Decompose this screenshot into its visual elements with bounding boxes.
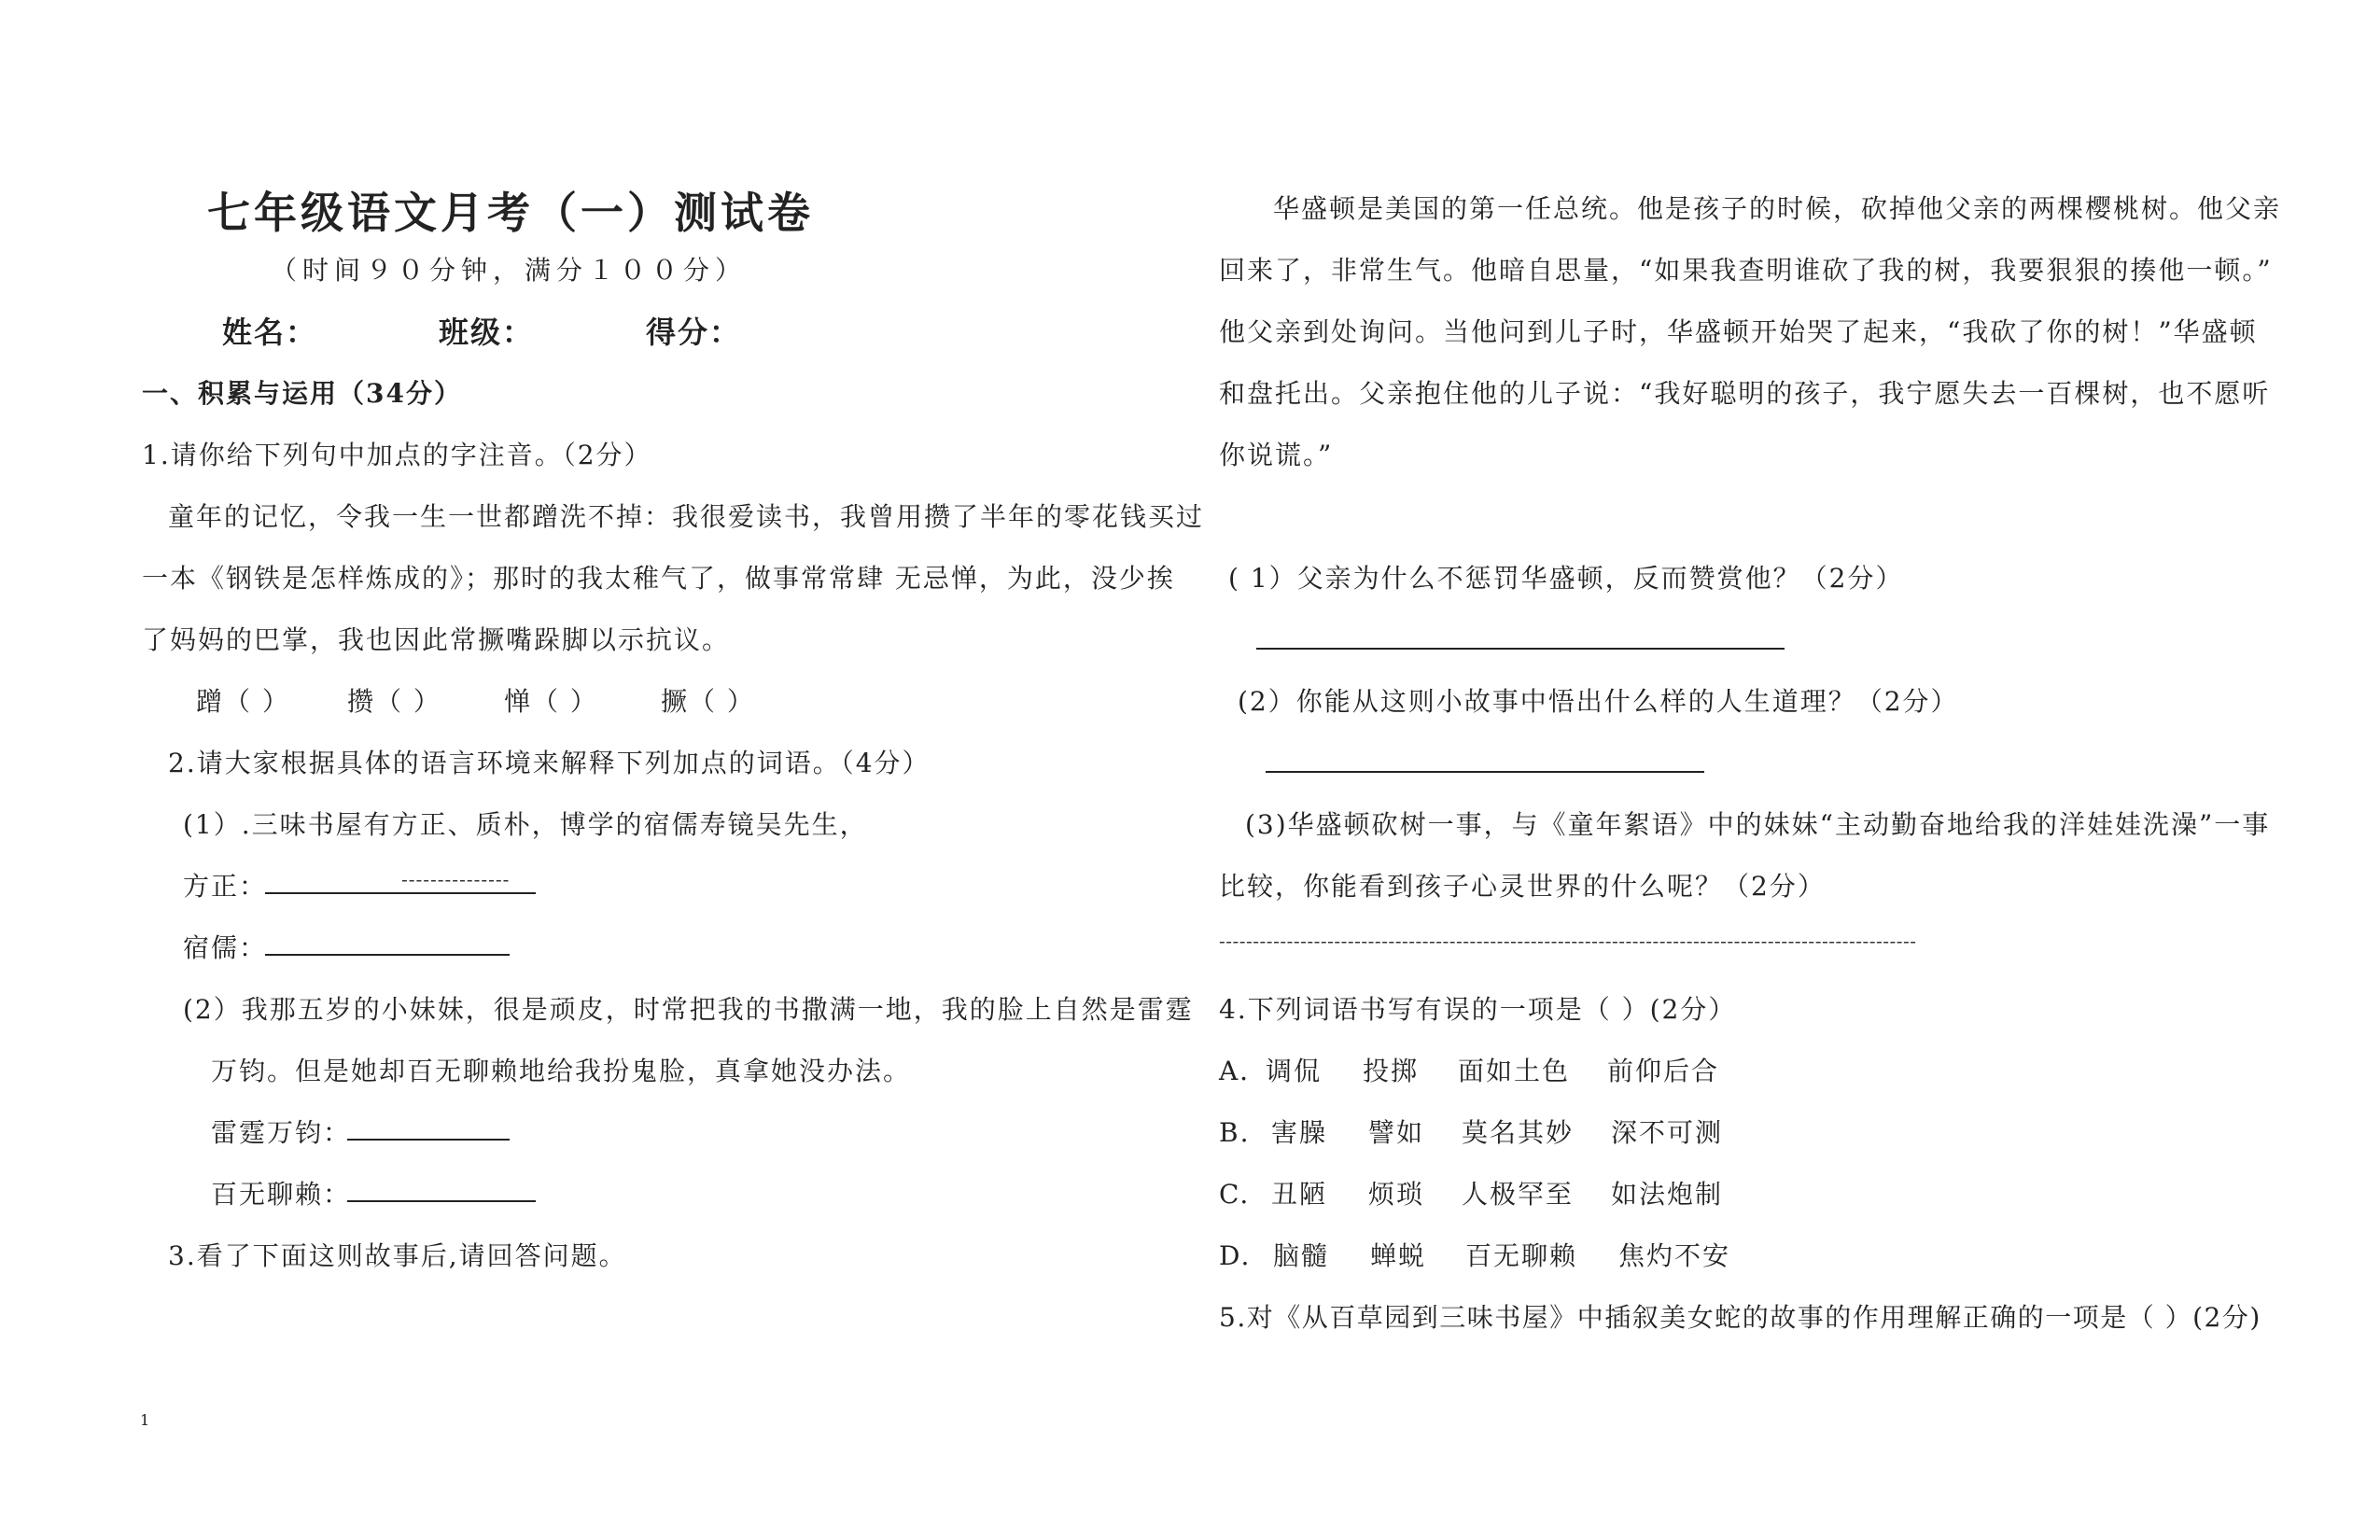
suru-label: 宿儒： [183, 932, 268, 963]
q2-prompt: 2.请大家根据具体的语言环境来解释下列加点的词语。（4分） [168, 748, 931, 778]
name-label: 姓名： [222, 315, 318, 350]
q4-option-word: 蝉蜕 [1370, 1240, 1427, 1271]
q4-option-word: 如法炮制 [1611, 1179, 1724, 1210]
q3-subquestion-3: 比较，你能看到孩子心灵世界的什么呢？（2分） [1219, 871, 1826, 902]
q1-passage-line: 童年的记忆，令我一生一世都蹭洗不掉：我很爱读书，我曾用攒了半年的零花钱买过 [168, 501, 1205, 532]
q3-subquestion-1: ( 1）父亲为什么不惩罚华盛顿，反而赞赏他？（2分） [1228, 563, 1904, 594]
q2-sentence: (2）我那五岁的小妹妹，很是顽皮，时常把我的书撒满一地，我的脸上自然是雷霆 [183, 994, 1194, 1025]
q1-prompt: 1.请你给下列句中加点的字注音。（2分） [142, 440, 652, 470]
story-line: 华盛顿是美国的第一任总统。他是孩子的时候，砍掉他父亲的两棵樱桃树。他父亲 [1273, 193, 2282, 224]
q3-subquestion-2: (2）你能从这则小故事中悟出什么样的人生道理？（2分） [1238, 686, 1959, 717]
q4-option-word: 丑陋 [1271, 1179, 1328, 1210]
q4-option-word: 烦琐 [1368, 1179, 1425, 1210]
q4-option-word: 面如土色 [1458, 1056, 1571, 1086]
q2-sentence: (1）.三味书屋有方正、质朴，博学的宿儒寿镜吴先生， [183, 809, 868, 840]
story-line: 他父亲到处询问。当他问到儿子时，华盛顿开始哭了起来，“我砍了你的树！”华盛顿 [1219, 316, 2258, 347]
q4-option-word: 莫名其妙 [1462, 1117, 1575, 1148]
q4-option-word: 焦灼不安 [1618, 1240, 1731, 1271]
q1-blank[interactable]: 惮（ ） [504, 686, 598, 717]
q4-option-word: 人极罕至 [1462, 1179, 1575, 1210]
fangzheng-answer-line[interactable] [265, 892, 536, 894]
leiting-label: 雷霆万钧： [211, 1117, 352, 1148]
q1-passage-line: 一本《钢铁是怎样炼成的》；那时的我太稚气了，做事常常肆 无忌惮，为此，没少挨 [142, 563, 1175, 594]
q4-prompt: 4.下列词语书写有误的一项是（ ）(2分） [1219, 994, 1737, 1025]
q4-option-label[interactable]: D. [1219, 1240, 1252, 1271]
q4-option-label[interactable]: A． [1219, 1056, 1268, 1086]
q3-answer-line-2[interactable] [1266, 771, 1704, 773]
class-label: 班级： [439, 315, 535, 350]
q4-option-word: 害臊 [1271, 1117, 1328, 1148]
page-number: 1 [140, 1411, 150, 1429]
q1-passage-line: 了妈妈的巴掌，我也因此常撅嘴跺脚以示抗议。 [142, 624, 731, 655]
q4-option-word: 调侃 [1266, 1056, 1323, 1086]
bailiao-label: 百无聊赖： [211, 1179, 352, 1210]
section-heading: 一、积累与运用（34分） [142, 378, 462, 409]
q4-option-word: 百无聊赖 [1465, 1240, 1578, 1271]
q4-option-label[interactable]: C. [1219, 1179, 1251, 1210]
exam-subtitle: （时间９０分钟，满分１００分） [271, 255, 748, 286]
q1-blank[interactable]: 攒（ ） [347, 686, 441, 717]
q4-option-label[interactable]: B. [1219, 1117, 1251, 1148]
q4-option-word: 投掷 [1363, 1056, 1420, 1086]
q1-blank[interactable]: 撅（ ） [661, 686, 755, 717]
q3-prompt: 3.看了下面这则故事后,请回答问题。 [168, 1240, 627, 1271]
q4-option-word: 譬如 [1368, 1117, 1425, 1148]
q3-answer-line-1[interactable] [1256, 648, 1785, 650]
q4-option-word: 脑髓 [1273, 1240, 1330, 1271]
story-line: 和盘托出。父亲抱住他的儿子说：“我好聪明的孩子，我宁愿失去一百棵树，也不愿听 [1219, 378, 2271, 409]
q4-option-word: 深不可测 [1611, 1117, 1724, 1148]
fangzheng-label: 方正： [183, 871, 268, 902]
leiting-answer-line[interactable] [347, 1139, 510, 1141]
q1-blank[interactable]: 蹭（ ） [196, 686, 290, 717]
story-line: 回来了，非常生气。他暗自思量，“如果我查明谁砍了我的树，我要狠狠的揍他一顿。” [1219, 255, 2273, 286]
dashed-separator: ------------------------------------------------------------------------------------------------------- [1219, 930, 1917, 952]
score-label: 得分： [646, 315, 742, 350]
bailiao-answer-line[interactable] [347, 1200, 536, 1202]
page-title: 七年级语文月考（一）测试卷 [207, 188, 814, 238]
story-line: 你说谎。” [1219, 440, 1334, 470]
q4-option-word: 前仰后合 [1607, 1056, 1720, 1086]
q5-prompt: 5.对《从百草园到三味书屋》中插叙美女蛇的故事的作用理解正确的一项是（ ）(2分) [1219, 1302, 2261, 1333]
q2-sentence: 万钧。但是她却百无聊赖地给我扮鬼脸，真拿她没办法。 [211, 1056, 912, 1086]
answer-dashes: --------------- [401, 868, 511, 890]
suru-answer-line[interactable] [265, 954, 510, 956]
q3-subquestion-3: (3)华盛顿砍树一事，与《童年絮语》中的妹妹“主动勤奋地给我的洋娃娃洗澡”一事 [1245, 809, 2271, 840]
